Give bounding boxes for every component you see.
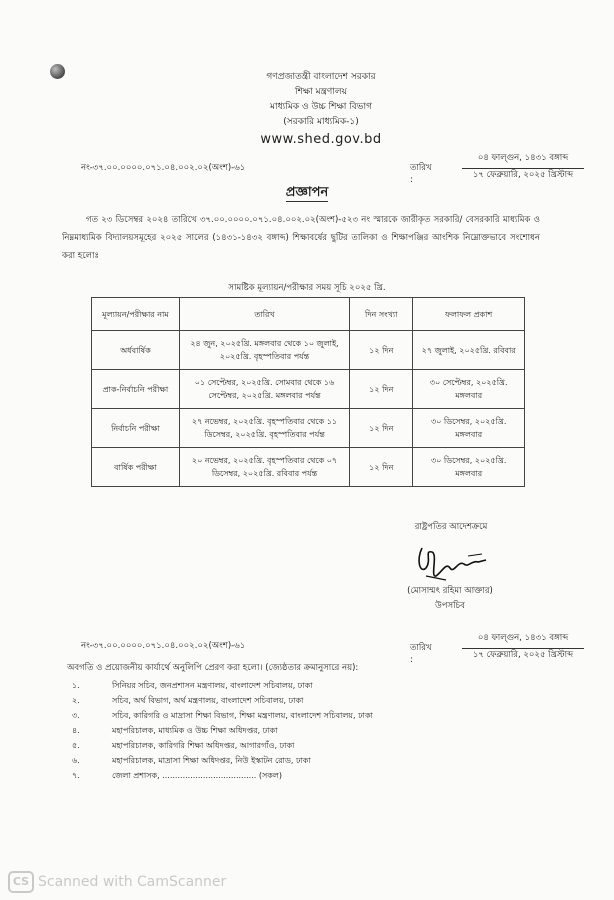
list-item-number: ১. [72, 681, 80, 690]
list-item-number: ৪. [72, 726, 80, 735]
list-item [72, 738, 373, 753]
memo-number: নং-৩৭.০০.০০০০.০৭১.০৪.০০২.০২(অংশ)-৬১ [81, 163, 246, 173]
list-item-number: ২. [72, 696, 80, 705]
cell-date: ২৪ জুন, ২০২৫খ্রি. মঙ্গলবার থেকে ১০ জুলাই, ২০২৫খ্রি. বৃহস্পতিবার পর্যন্ত [179, 331, 349, 370]
cell-days: ১২ দিন [350, 331, 413, 370]
cell-result: ৩০ ডিসেম্বর, ২০২৫খ্রি. মঙ্গলবার [413, 409, 525, 448]
cell-exam-name: অর্ধবার্ষিক [92, 331, 180, 370]
notification-title-text: প্রজ্ঞাপন [285, 185, 329, 200]
list-item-text: সচিব, অর্থ বিভাগ, অর্থ মন্ত্রণালয়, বাংলাদেশ সচিবালয়, ঢাকা [112, 696, 304, 705]
ministry-name: শিক্ষা মন্ত্রণালয় [295, 87, 347, 97]
list-item [72, 753, 373, 768]
table-header-row [92, 298, 525, 331]
cell-exam-name: বার্ষিক পরীক্ষা [92, 448, 180, 487]
list-item-text: মহাপরিচালক, কারিগরি শিক্ষা অধিদপ্তর, আগারগাঁও, ঢাকা [112, 741, 295, 750]
letterhead [0, 70, 614, 147]
list-item-number: ৫. [72, 741, 80, 750]
watermark-text: Scanned with CamScanner [38, 874, 227, 890]
header-exam-name: মূল্যায়ন/পরীক্ষার নাম [92, 298, 180, 331]
cell-days: ১২ দিন [350, 370, 413, 409]
list-item [72, 678, 373, 693]
date-bangla: ০৪ ফাল্গুন, ১৪৩১ বঙ্গাব্দ [462, 151, 584, 169]
table-caption: সামষ্টিক মূল্যায়ন/পরীক্ষার সময় সূচি ২০২৫ খ্রি. [228, 283, 386, 293]
list-item-text: সচিব, কারিগরি ও মাদ্রাসা শিক্ষা বিভাগ, শিক্ষা মন্ত্রণালয়, বাংলাদেশ সচিবালয়, ঢাকা [112, 711, 373, 720]
govt-name: গণপ্রজাতন্ত্রী বাংলাদেশ সরকার [266, 72, 376, 82]
header-result: ফলাফল প্রকাশ [413, 298, 525, 331]
cell-exam-name: প্রাক-নির্বাচনি পরীক্ষা [92, 370, 180, 409]
section-name: (সরকারি মাধ্যমিক-১) [283, 117, 359, 127]
list-item [72, 708, 373, 723]
list-item-text: সিনিয়র সচিব, জনপ্রশাসন মন্ত্রণালয়, বাংলাদেশ সচিবালয়, ঢাকা [112, 681, 313, 690]
notification-title [0, 183, 614, 204]
header-date: তারিখ [179, 298, 349, 331]
date-english: ১৭ ফেব্রুয়ারি, ২০২৫ খ্রিস্টাব্দ [472, 170, 574, 180]
distribution-intro: অবগতি ও প্রয়োজনীয় কার্যার্থে অনুলিপি প্রেরণ করা হলো। (জ্যেষ্ঠতার ক্রমানুসারে নয়): [67, 663, 359, 673]
list-item [72, 723, 373, 738]
division-name: মাধ্যমিক ও উচ্চ শিক্ষা বিভাগ [269, 102, 373, 112]
handwritten-signature [412, 538, 492, 586]
list-item-number: ৩. [72, 711, 80, 720]
list-item-text: মহাপরিচালক, মাদ্রাসা শিক্ষা অধিদপ্তর, নিউ ইস্কাটন রোড, ঢাকা [112, 756, 311, 765]
cell-days: ১২ দিন [350, 409, 413, 448]
list-item-text: মহাপরিচালক, মাধ্যমিক ও উচ্চ শিক্ষা অধিদপ্তর, ঢাকা [112, 726, 278, 735]
distribution-list [72, 678, 373, 783]
cell-date: ২৭ নভেম্বর, ২০২৫খ্রি. বৃহস্পতিবার থেকে ১১ ডিসেম্বর, ২০২৫খ্রি. বৃহস্পতিবার পর্যন্ত [179, 409, 349, 448]
signatory-designation: উপসচিব [435, 601, 465, 611]
cell-result: ৩০ ডিসেম্বর, ২০২৫খ্রি. মঙ্গলবার [413, 448, 525, 487]
memo-number-2: নং-৩৭.০০.০০০০.০৭১.০৪.০০২.০২(অংশ)-৬১ [81, 641, 246, 651]
list-item-text: জেলা প্রশাসক, ..................................... (সকল) [112, 771, 282, 780]
date-english: ১৭ ফেব্রুয়ারি, ২০২৫ খ্রিস্টাব্দ [472, 650, 574, 660]
order-line: রাষ্ট্রপতির আদেশক্রমে [414, 522, 488, 532]
website-link[interactable]: www.shed.gov.bd [260, 132, 382, 147]
list-item-number: ৬. [72, 756, 80, 765]
cell-date: ০১ সেপ্টেম্বর, ২০২৫খ্রি. সোমবার থেকে ১৬ সেপ্টেম্বর, ২০২৫খ্রি. মঙ্গলবার পর্যন্ত [179, 370, 349, 409]
date-label: তারিখ : [410, 163, 432, 185]
table-row [92, 448, 525, 487]
cell-date: ২০ নভেম্বর, ২০২৫খ্রি. বৃহস্পতিবার থেকে ০৭ ডিসেম্বর, ২০২৫খ্রি. রবিবার পর্যন্ত [179, 448, 349, 487]
list-item [72, 768, 373, 783]
camscanner-logo-icon: CS [8, 871, 34, 893]
cell-result: ৩০ সেপ্টেম্বর, ২০২৫খ্রি. মঙ্গলবার [413, 370, 525, 409]
header-days: দিন সংখ্যা [350, 298, 413, 331]
cell-exam-name: নির্বাচনি পরীক্ষা [92, 409, 180, 448]
list-item-number: ৭. [72, 771, 80, 780]
table-row [92, 409, 525, 448]
table-row [92, 331, 525, 370]
date-label: তারিখ : [410, 643, 432, 665]
table-row [92, 370, 525, 409]
scanner-watermark [8, 871, 226, 893]
cell-days: ১২ দিন [350, 448, 413, 487]
signatory-name: (মোসাম্মৎ রহিমা আক্তার) [407, 586, 493, 596]
cell-result: ২৭ জুলাই, ২০২৫খ্রি. রবিবার [413, 331, 525, 370]
date-bangla: ০৪ ফাল্গুন, ১৪৩১ বঙ্গাব্দ [462, 631, 584, 649]
list-item [72, 693, 373, 708]
exam-schedule-table [91, 297, 525, 487]
notification-body: গত ২৩ ডিসেম্বর ২০২৪ তারিখে ৩৭.০০.০০০০.০৭১.০৪.০০২.০২(অংশ)-৫২৩ নং স্মারকে জারীকৃত সরকারি/ বেসরকারি মাধ্যমিক ও নিম্নমাধ্যমিক বিদ্যালয়সমূহের ২০২৫ সালের (১৪৩১-১৪৩২ বঙ্গাব্দ) শিক্ষাবর্ষের ছুটির তালিকা ও শিক্ষাপঞ্জির আংশিক নিম্নোক্তভাবে সংশোধন করা হলোঃ [62, 215, 540, 261]
